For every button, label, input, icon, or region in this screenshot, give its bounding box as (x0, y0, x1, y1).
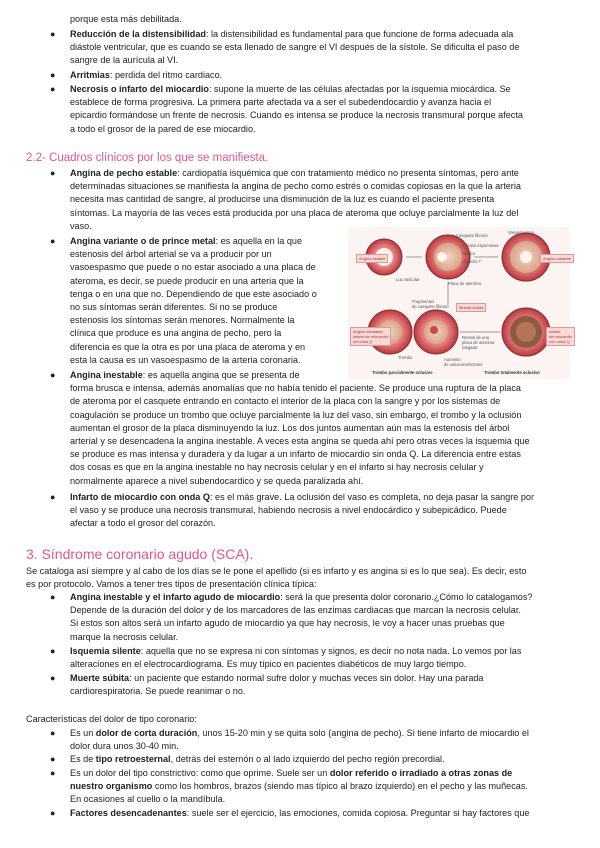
figure-box: Infarto de miocardio con onda Q (546, 327, 575, 346)
figure-box: Angina estable (356, 254, 388, 263)
figure-label: Células espumosas (462, 243, 499, 248)
bullet: ● (50, 492, 56, 502)
bullet: ● (50, 84, 56, 94)
bullet: ● (50, 728, 56, 738)
section-heading: 3. Síndrome coronario agudo (SCA). (26, 546, 254, 562)
figure-label: Aumento de vasoconstrictores (444, 357, 483, 367)
bullet: ● (50, 70, 56, 80)
figure-label: Casquete fibroso (456, 233, 488, 238)
bullet: ● (50, 236, 56, 246)
figure-label: Luz vascular (396, 277, 420, 282)
bullet: ● (50, 168, 56, 178)
list-item: Isquemia silente: aquella que no se expresa ni con síntomas y signos, es decir no nota nada. Lo vemos por las alteraciones en el electrocardiograma. Es muy típico en pacientes diabéticos de muy largo tiempo. (70, 646, 522, 670)
continuation-line: porque esta más debilitada. (70, 14, 182, 24)
figure-box: Angina inestable, infarto de miocardio sin onda Q (350, 327, 391, 346)
list-item: Arritmias: perdida del ritmo cardiaco. (70, 70, 223, 80)
list-item: Es de tipo retroesternal, detrás del esternón o al lado izquierdo del pecho región precordial. (70, 754, 445, 764)
figure-label: Fragmentos de casquete fibroso (412, 299, 449, 309)
figure-caption: Trombo totalmente oclusivo (484, 370, 540, 375)
list-item: Es un dolor de corta duración, unos 15-20 min y se quita solo (angina de pecho). Si tiene infarto de miocardio el dolor dura unos 30-40 min. (70, 728, 529, 752)
figure-label: Placa de ateroma (448, 281, 481, 286)
bullet: ● (50, 754, 56, 764)
list-item: Angina inestable y el infarto agudo de miocardio: será la que presenta dolor coronario.¿Cómo lo catalogamos? Depende de la duración del dolor y de los marcadores de las enzimas cardiacas que marcan la necrosis celular. Si estos son altos será un infarto agudo de miocardio ya que hay necrosis, le voy a hacer unas pruebas que marque la necrosis celular. (70, 592, 533, 642)
bullet: ● (50, 646, 56, 656)
bullet: ● (50, 592, 56, 602)
figure-label: Vasoespasmo (508, 230, 535, 235)
figure-label: Restos de una placa de ateroma rasgada (462, 335, 495, 350)
bullet: ● (50, 808, 56, 818)
figure-label: Núcleo (462, 251, 476, 256)
list-item: Muerte súbita: un paciente que estando normal sufre dolor y muchas veces sin dolor. Hay una parada cardiorespiratoria. Se puede reanimar o no. (70, 673, 484, 697)
figure-box: Angina variante (540, 254, 574, 263)
figure-label: Trombo (398, 355, 413, 360)
paragraph: Se cataloga así siempre y al cabo de los días se le pone el apellido (si es infarto y es angina si es lo que sea). Es decir, esto es por protocolo. Vamos a tener tres tipos de presentación clínica típica: (26, 566, 527, 590)
list-item: Factores desencadenantes: suele ser el ejercicio, las emociones, comida copiosa. Preguntar si hay factores que (70, 808, 530, 818)
paragraph: Características del dolor de tipo coronario: (26, 714, 197, 724)
list-item: Reducción de la distensibilidad: la distensibilidad es fundamental para que funcione de forma adecuada ala diástole ventricular, que es cuando se esta llenado de sangre el VI después de la sístole. Se dificulta el paso de sangre de la aurícula al VI. (70, 29, 520, 66)
list-item: Angina variante o de prince metal: es aquella en la que estenosis del árbol arterial se va a producir por un vasoespasmo que puede o no estar asociado a una placa de ateroma, es decir, se puede producir en una arteria que la tenga o en una que no. Dependiendo de que este asociado o no sus síntomas serán diferentes. Si no se produce estenosis los síntomas serán menores. Normalmente la clínica que produce es una angina de pecho, pero la diferencia es que la otra es por una placa de ateroma y en esta la causa es un vasoespasmo de la arteria coronaria. (70, 236, 317, 365)
bullet: ● (50, 768, 56, 778)
coronary-syndromes-figure (348, 227, 570, 379)
bullet: ● (50, 29, 56, 39)
bullet: ● (50, 370, 56, 380)
figure-box: Muerte súbita (456, 303, 486, 312)
list-item: Necrosis o infarto del miocardio: supone la muerte de las células afectadas por la isquemia miocárdica. Se establece de forma progresiva. La primera parte afectada va a ser el subedendocardio y avanza hacia el epicardio formándose un frente de necrosis. Cuando es intensa se produce la necrosis transmural porque afecta a todo el grosor de la pared de ese miocardio. (70, 84, 523, 134)
list-item: Es un dolor del tipo constrictivo: como que oprime. Suele ser un dolor referido o irradiado a otras zonas de nuestro organismo como los hombros, brazos (siendo mas típico al brazo izquierdo) en el pecho y las muñecas. En ocasiones al cuello o la mandíbula. (70, 768, 528, 805)
list-item: Angina inestable: es aquella angina que se presenta de forma brusca e intensa, además anomalías que no había tenido el paciente. Se produce una ruptura de la placa de ateroma por el casquete entrando en contacto el interior de la placa con la sangre y por los sistemas de coagulación se produce un trombo que ocluye parcialmente la luz del vaso, sin embargo, el trombo y la oclusión aumentan el grosor de la placa disminuyendo la luz. Los dos juntos aumentan aún mas la estenosis del árbol arterial y se desencadena la angina inestable. A veces esta angina se queda ahí pero otras veces la isquemia que se produce es mas intensa y duradera y da lugar a un infarto de miocardio sin onda Q. La diferencia entre estas dos cosas es que en la angina inestable no hay necrosis celular y en el infarto si hay necrosis celular y normalmente aparece a nivel subendocardico y se queda paralizada ahí. (70, 370, 530, 486)
figure-label: Linfocito T (462, 259, 482, 264)
list-item: Angina de pecho estable: cardiopatía isquémica que con tratamiento médico no presenta síntomas, pero ante determinadas situaciones se manifiesta la angina de pecho como estrés o comidas copiosas en la que la arteria necesita mas cantidad de sangre, al producirse una disminución de la luz es cuando el paciente presenta síntomas. La mayoría de las veces está producida por una placa de ateroma que ocluye parcialmente la luz del vaso. (70, 168, 521, 231)
section-heading: 2.2- Cuadros clínicos por los que se manifiesta. (26, 152, 269, 164)
list-item: Infarto de miocardio con onda Q: es el más grave. La oclusión del vaso es completa, no deja pasar la sangre por el vaso y se produce una necrosis transmural, habiendo necrosis a nivel endocárdico y subepicádico. Puede afectar a todo el grosor del corazón. (70, 492, 534, 529)
bullet: ● (50, 673, 56, 683)
figure-caption: Trombo parcialmente oclusivo (372, 370, 433, 375)
